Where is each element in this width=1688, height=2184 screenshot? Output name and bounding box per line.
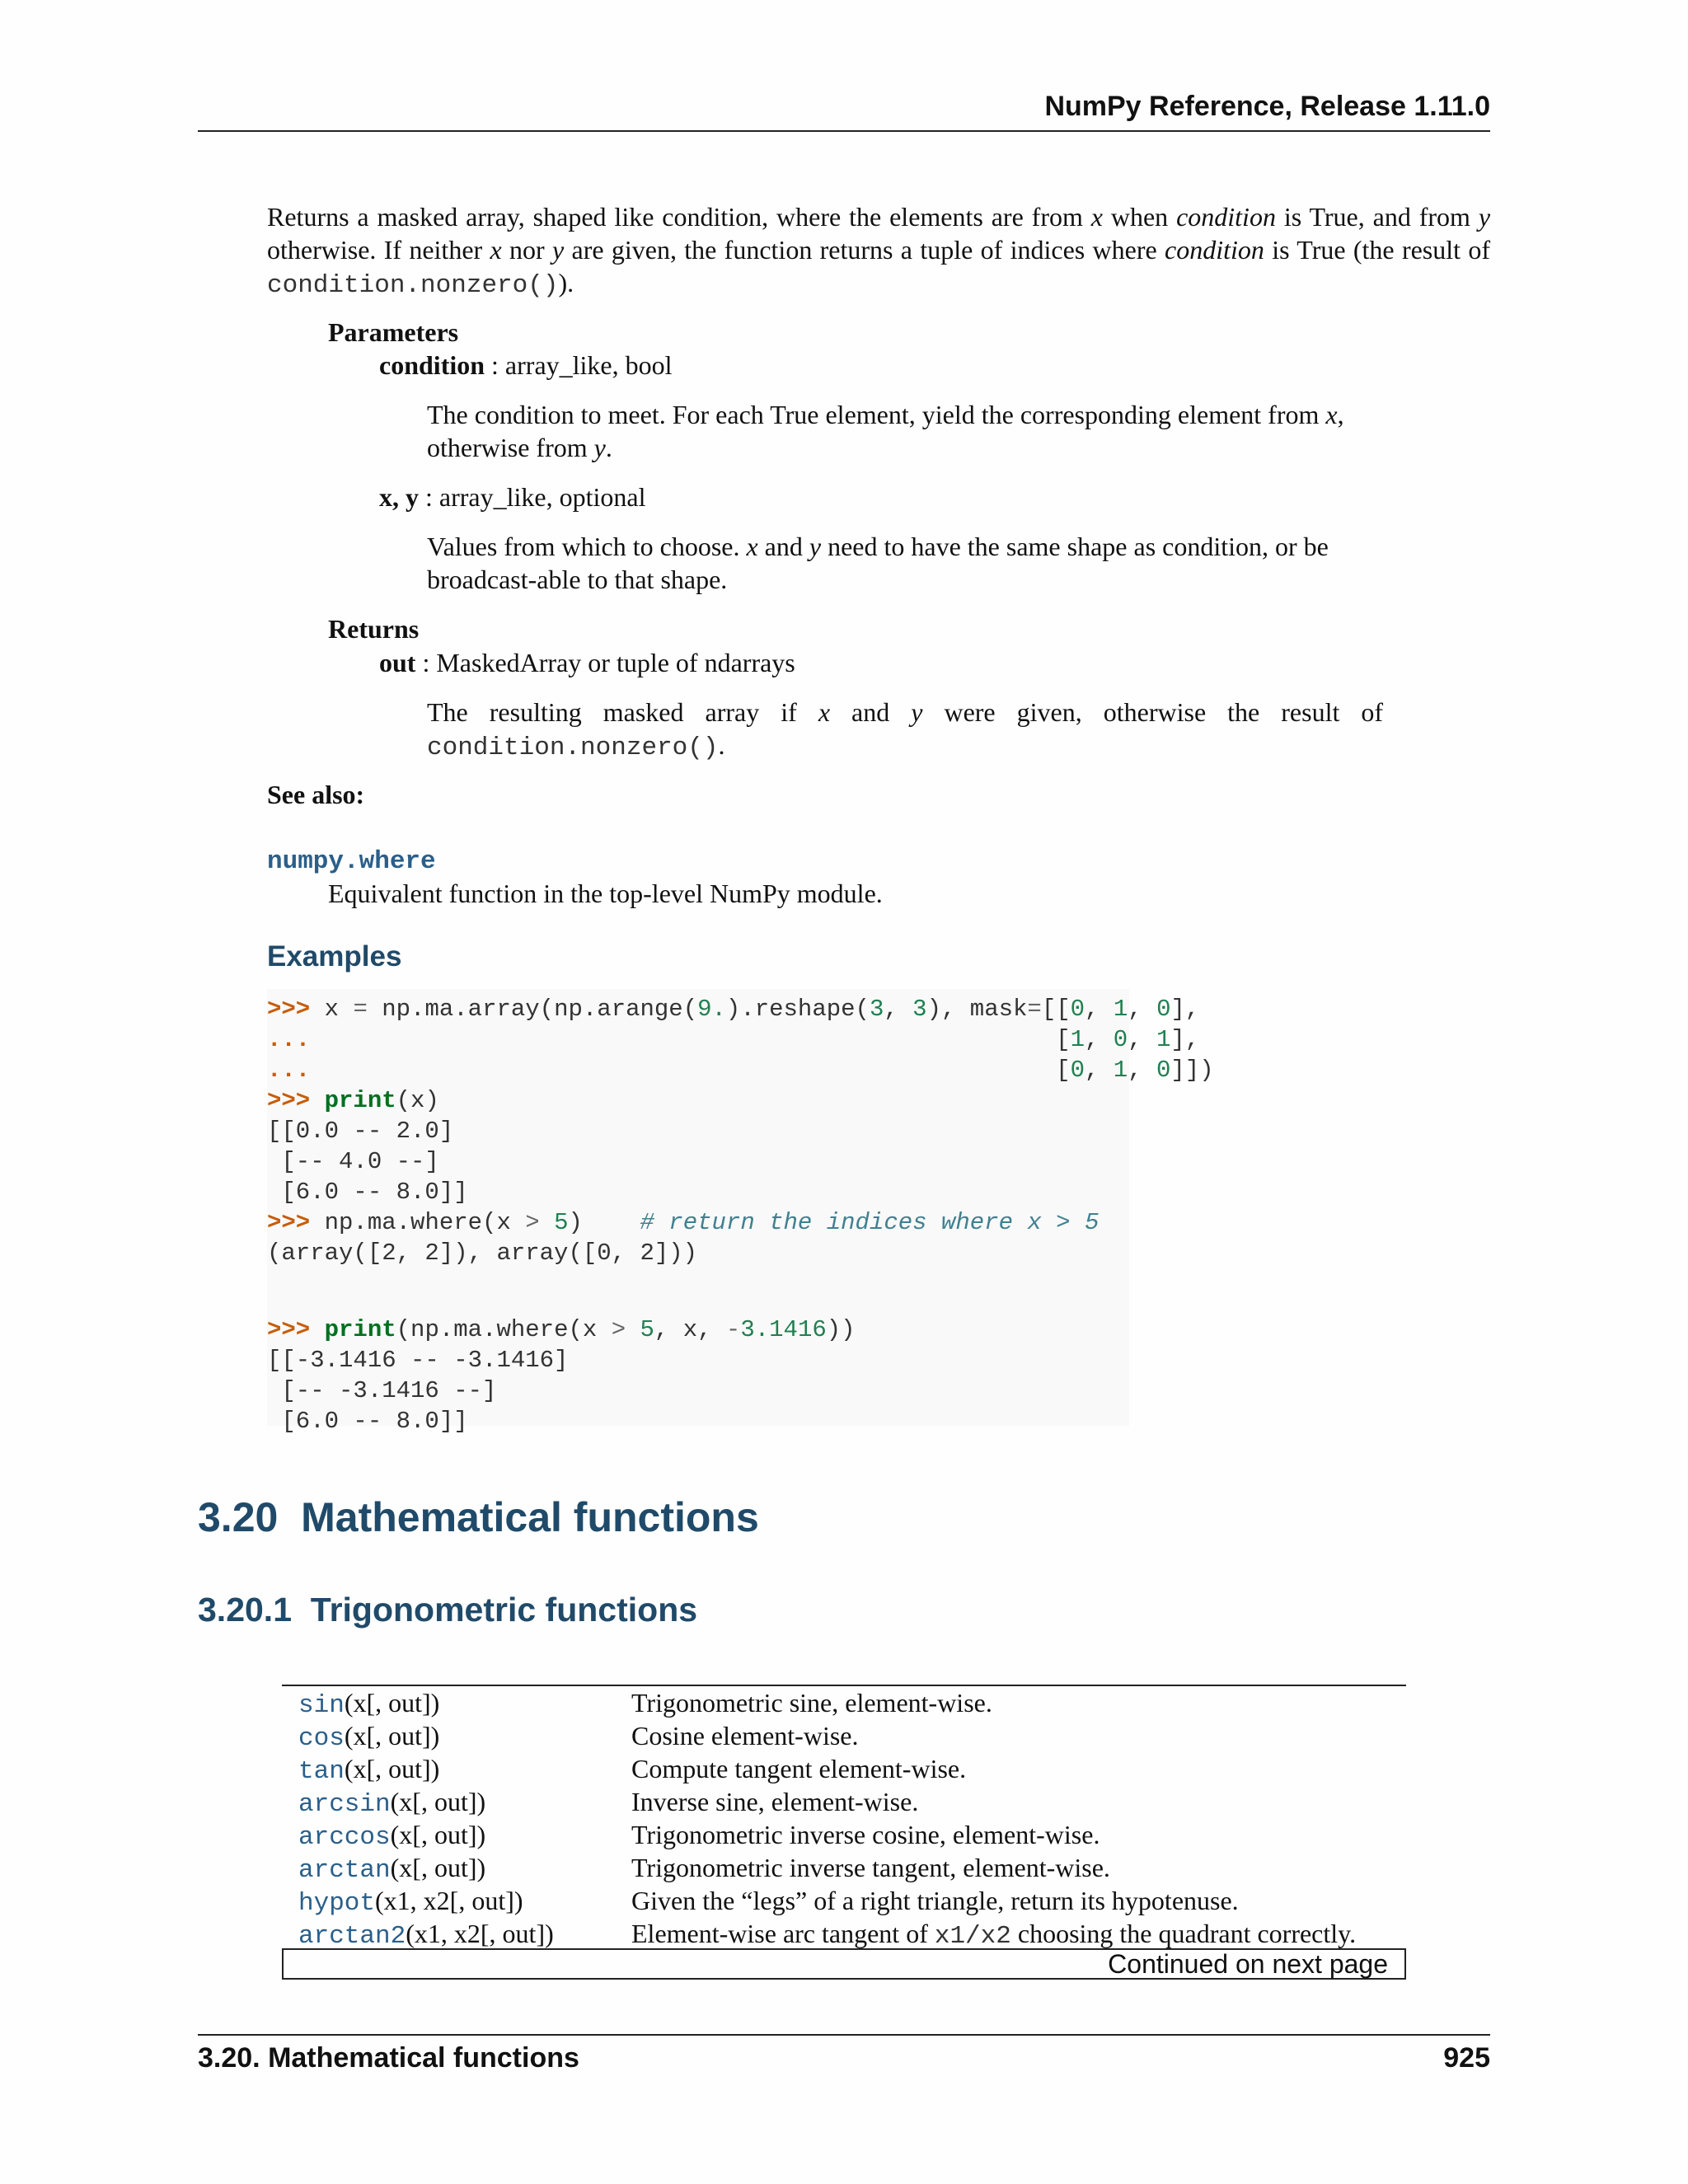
intro-var-x: x <box>1090 202 1103 232</box>
function-args: (x[, out]) <box>344 1688 440 1718</box>
return-desc-text: The resulting masked array if <box>427 697 818 727</box>
intro-text: when <box>1102 202 1177 232</box>
code-token: x <box>324 996 354 1023</box>
intro-text: is True, and from <box>1275 202 1479 232</box>
section-title: Mathematical functions <box>301 1494 759 1540</box>
table-row <box>282 1818 1406 1851</box>
code-token: (array([2, 2]), array([0, 2])) <box>267 1240 698 1267</box>
param-desc-text: , otherwise from <box>427 400 1344 462</box>
code-token: 0 <box>1156 996 1171 1023</box>
subsection-heading <box>198 1591 697 1629</box>
code-line <box>267 1085 439 1116</box>
code-token: ... <box>267 1026 311 1053</box>
code-token: 9. <box>697 996 726 1023</box>
header-rule <box>198 130 1490 132</box>
param-desc-text: and <box>757 532 809 561</box>
param-x-y-description <box>427 530 1383 596</box>
code-token: 0 <box>1070 1057 1085 1084</box>
returns-heading: Returns <box>328 614 420 644</box>
section-number: 3.20 <box>198 1494 279 1540</box>
code-line <box>267 1024 1199 1055</box>
code-line <box>267 1207 1099 1238</box>
return-type: : MaskedArray or tuple of ndarrays <box>415 648 795 677</box>
return-desc-code: condition.nonzero() <box>427 733 719 762</box>
code-line <box>267 1116 453 1146</box>
code-line <box>267 1376 496 1406</box>
function-description: Inverse sine, element-wise. <box>631 1787 919 1816</box>
footer-rule <box>198 2034 1490 2036</box>
intro-var-condition: condition <box>1176 202 1276 232</box>
code-token: , <box>1085 996 1114 1023</box>
code-token: > <box>611 1316 626 1343</box>
code-token: np.ma.where(x <box>324 1209 526 1236</box>
function-description: Trigonometric inverse cosine, element-wise. <box>631 1820 1100 1849</box>
return-desc-var: x <box>818 697 831 727</box>
param-desc-text: . <box>605 433 612 462</box>
code-line <box>267 1345 568 1376</box>
function-description: Given the “legs” of a right triangle, return its hypotenuse. <box>631 1886 1239 1915</box>
code-token: [-- -3.1416 --] <box>267 1377 497 1404</box>
function-link-arctan2[interactable]: arctan2 <box>298 1922 406 1951</box>
code-token: 5 <box>554 1209 569 1236</box>
table-row <box>282 1917 1406 1950</box>
code-line <box>267 1146 439 1177</box>
code-token: ]]) <box>1170 1057 1214 1084</box>
function-signature <box>298 1686 439 1722</box>
table-row <box>282 1851 1406 1884</box>
intro-text: otherwise. If neither <box>267 235 490 265</box>
code-token: (x) <box>396 1087 439 1114</box>
code-token: 0 <box>1113 1026 1128 1053</box>
code-line <box>267 1055 1214 1085</box>
code-token: ), mask <box>926 996 1028 1023</box>
code-line <box>267 1315 856 1345</box>
param-name: x, y <box>379 482 419 512</box>
table-row <box>282 1752 1406 1785</box>
function-link-sin[interactable]: sin <box>298 1691 345 1720</box>
code-token: [[0.0 -- 2.0] <box>267 1118 454 1145</box>
code-token: 1 <box>1070 1026 1085 1053</box>
code-token: = <box>353 996 368 1023</box>
code-line <box>267 1238 697 1268</box>
return-desc-var: y <box>911 697 923 727</box>
code-token: >>> <box>267 1209 325 1236</box>
return-desc-text: . <box>718 730 725 760</box>
code-token: - <box>725 1316 741 1343</box>
table-row <box>282 1785 1406 1818</box>
code-token: [ <box>310 1057 1071 1084</box>
code-token: [[-3.1416 -- -3.1416] <box>267 1347 569 1374</box>
code-token: [6.0 -- 8.0]] <box>267 1408 468 1435</box>
desc-text: choosing the quadrant correctly. <box>1010 1919 1357 1948</box>
return-desc-text: were given, otherwise the result of <box>922 697 1384 727</box>
param-condition-description <box>427 398 1383 464</box>
see-also-link-numpy-where[interactable]: numpy.where <box>267 847 436 876</box>
code-line <box>267 1177 468 1207</box>
footer-section: 3.20. Mathematical functions <box>198 2042 579 2074</box>
parameters-heading: Parameters <box>328 317 459 347</box>
intro-text: nor <box>501 235 552 265</box>
table-row <box>282 1884 1406 1917</box>
code-token: 3 <box>869 996 884 1023</box>
return-name: out <box>379 648 416 677</box>
code-token: = <box>1027 996 1042 1023</box>
see-also-description: Equivalent function in the top-level NumPy module. <box>328 879 883 908</box>
function-args: (x[, out]) <box>344 1754 440 1783</box>
code-token: [-- 4.0 --] <box>267 1148 439 1175</box>
function-signature <box>298 1851 485 1887</box>
code-line <box>267 994 1199 1024</box>
function-description: Trigonometric inverse tangent, element-wise. <box>631 1853 1110 1882</box>
code-token: >>> <box>267 1316 325 1343</box>
examples-heading: Examples <box>267 940 402 972</box>
function-args: (x1, x2[, out]) <box>375 1886 523 1915</box>
code-token: , <box>1084 1026 1114 1053</box>
code-token: [[ <box>1041 996 1071 1023</box>
code-token: , <box>884 996 913 1023</box>
code-token: 5 <box>640 1316 654 1343</box>
code-token: , <box>1128 1057 1157 1084</box>
code-token: ], <box>1170 996 1200 1023</box>
return-out <box>379 646 795 679</box>
function-link-tan[interactable]: tan <box>298 1757 345 1786</box>
intro-var-x: x <box>490 235 502 265</box>
code-token: np.ma.array(np.arange( <box>367 996 698 1023</box>
return-desc-text: and <box>830 697 912 727</box>
param-type: : array_like, optional <box>419 482 646 512</box>
intro-paragraph <box>267 200 1490 302</box>
code-token: 0 <box>1156 1057 1171 1084</box>
code-token: ).reshape( <box>725 996 870 1023</box>
intro-text: are given, the function returns a tuple of indices where <box>564 235 1165 265</box>
function-description: Cosine element-wise. <box>631 1721 859 1750</box>
code-token: 3 <box>912 996 927 1023</box>
function-args: (x[, out]) <box>390 1853 486 1882</box>
function-link-arctan[interactable]: arctan <box>298 1856 391 1885</box>
code-token: [ <box>310 1026 1071 1053</box>
code-token: (np.ma.where(x <box>396 1316 612 1343</box>
code-token <box>540 1209 554 1236</box>
param-desc-text: need to have the same shape as condition, or be broadcast-able to that shape. <box>427 532 1329 594</box>
return-out-description-line2 <box>427 729 724 765</box>
code-token: 1 <box>1113 1057 1128 1084</box>
function-args: (x[, out]) <box>344 1721 440 1750</box>
desc-text: Element-wise arc tangent of <box>631 1919 935 1948</box>
intro-var-condition: condition <box>1165 235 1264 265</box>
param-desc-var: x <box>746 532 758 561</box>
code-token: )) <box>826 1316 856 1343</box>
function-link-arccos[interactable]: arccos <box>298 1823 391 1852</box>
code-token: [6.0 -- 8.0]] <box>267 1179 468 1206</box>
function-args: (x[, out]) <box>390 1787 486 1816</box>
table-row <box>282 1686 1406 1719</box>
code-token: >>> <box>267 996 325 1023</box>
code-token: print <box>324 1087 396 1114</box>
function-link-hypot[interactable]: hypot <box>298 1889 376 1918</box>
function-signature <box>298 1719 439 1755</box>
see-also-heading: See also: <box>267 780 365 809</box>
desc-code: x1/x2 <box>934 1922 1011 1951</box>
code-token: , <box>1084 1057 1114 1084</box>
code-token: >>> <box>267 1087 325 1114</box>
param-desc-text: The condition to meet. For each True element, yield the corresponding element from <box>427 400 1326 429</box>
section-heading <box>198 1493 759 1541</box>
intro-text: Returns a masked array, shaped like condition, where the elements are from <box>267 202 1091 232</box>
code-token: 1 <box>1156 1026 1171 1053</box>
code-token: print <box>324 1316 396 1343</box>
code-token: # return the indices where x > 5 <box>640 1209 1100 1236</box>
param-desc-var: x <box>1325 400 1338 429</box>
page-number: 925 <box>1443 2042 1490 2074</box>
function-signature <box>298 1818 485 1854</box>
code-token: 3.1416 <box>740 1316 827 1343</box>
function-description: Trigonometric sine, element-wise. <box>631 1688 992 1718</box>
return-out-description <box>427 696 1383 729</box>
code-token: ... <box>267 1057 311 1084</box>
param-type: : array_like, bool <box>485 350 673 380</box>
code-token: , <box>1128 1026 1157 1053</box>
function-signature <box>298 1884 523 1920</box>
code-token: 1 <box>1113 996 1128 1023</box>
function-args: (x[, out]) <box>390 1820 486 1849</box>
param-x-y <box>379 480 645 513</box>
intro-text: is True (the result of <box>1264 235 1491 265</box>
function-link-cos[interactable]: cos <box>298 1724 345 1753</box>
code-token: 0 <box>1070 996 1085 1023</box>
code-token: , <box>1128 996 1157 1023</box>
intro-var-y: y <box>1478 202 1491 232</box>
param-desc-var: y <box>593 433 606 462</box>
param-condition <box>379 349 673 382</box>
intro-var-y: y <box>551 235 565 265</box>
continued-on-next-page: Continued on next page <box>282 1948 1406 1980</box>
intro-text: ). <box>558 268 574 298</box>
param-desc-text: Values from which to choose. <box>427 532 747 561</box>
function-table <box>282 1685 1406 1950</box>
code-token <box>626 1316 640 1343</box>
table-row <box>282 1719 1406 1752</box>
function-description: Compute tangent element-wise. <box>631 1754 967 1783</box>
code-token: , x, <box>654 1316 726 1343</box>
function-signature <box>298 1785 485 1821</box>
code-token: ], <box>1170 1026 1200 1053</box>
code-token: > <box>525 1209 540 1236</box>
param-desc-var: y <box>809 532 822 561</box>
running-header: NumPy Reference, Release 1.11.0 <box>1044 91 1490 122</box>
intro-code: condition.nonzero() <box>267 271 559 300</box>
param-name: condition <box>379 350 485 380</box>
subsection-title: Trigonometric functions <box>310 1591 698 1629</box>
function-args: (x1, x2[, out]) <box>406 1919 554 1948</box>
function-link-arcsin[interactable]: arcsin <box>298 1790 391 1819</box>
function-signature <box>298 1752 439 1788</box>
code-line <box>267 1406 468 1436</box>
code-token: ) <box>568 1209 640 1236</box>
subsection-number: 3.20.1 <box>198 1591 292 1629</box>
